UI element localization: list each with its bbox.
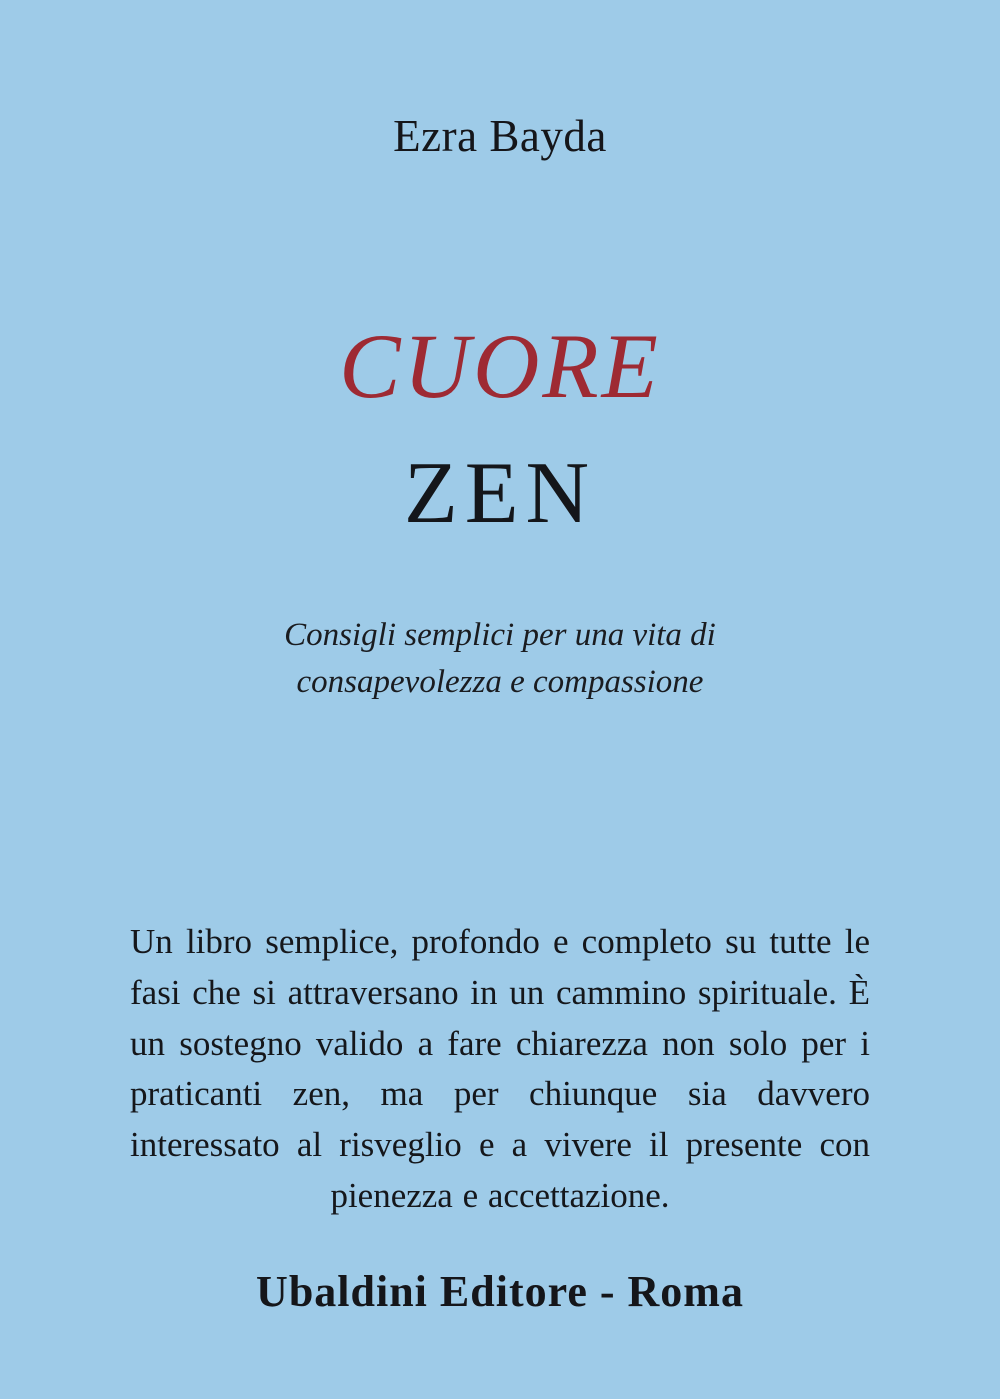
author-name: Ezra Bayda [393, 111, 607, 161]
title-sub: ZEN [403, 444, 597, 542]
subtitle: Consigli semplici per una vita di consapevolezza e compassione [284, 616, 716, 701]
cover-blurb: Un libro semplice, profondo e completo su tutte le fasi che si attraversano in un cammino spirituale. È un sostegno valido a fare chiarezza non solo per i praticanti zen, ma per chiunque sia davvero interessato al risveglio e a vivere il presente con pienezza e accettazione. [130, 922, 870, 1215]
title-main: CUORE [339, 314, 661, 417]
publisher-imprint: Ubaldini Editore - Roma [256, 1267, 744, 1316]
